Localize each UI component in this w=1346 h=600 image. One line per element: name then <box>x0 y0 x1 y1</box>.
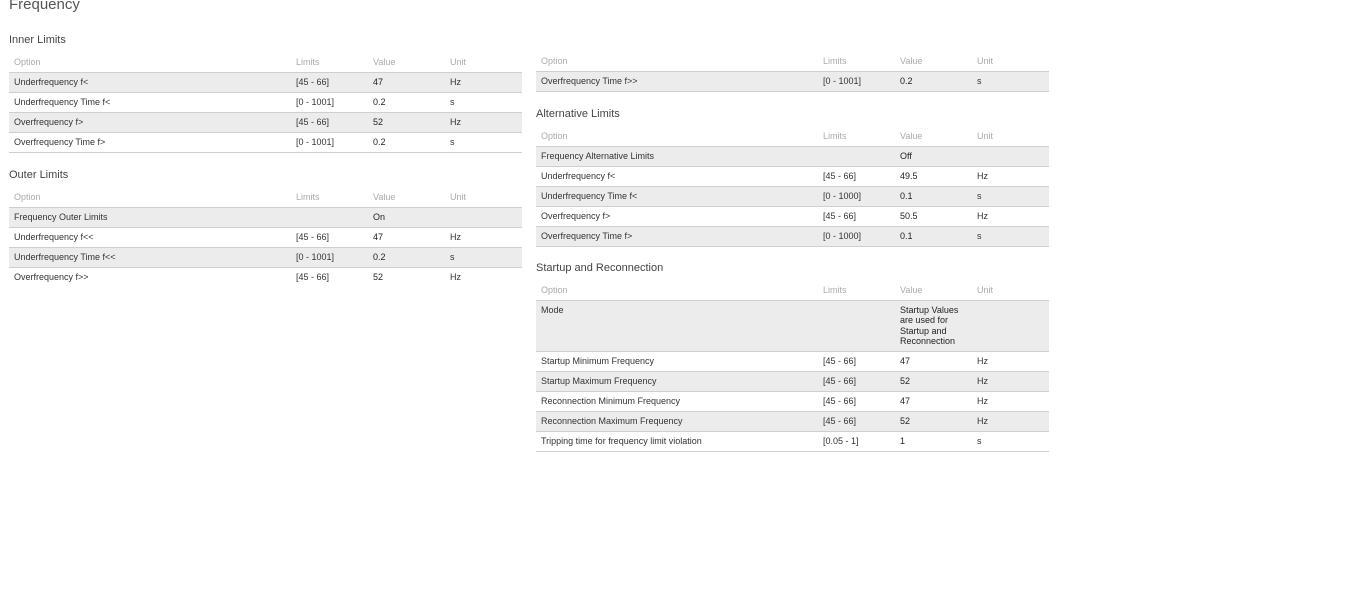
option-cell: Reconnection Minimum Frequency <box>536 391 818 411</box>
value-cell: 47 <box>895 391 972 411</box>
limits-cell: [45 - 66] <box>291 112 368 132</box>
unit-cell: Hz <box>450 272 461 283</box>
value-cell: 0.1 <box>895 226 972 246</box>
option-cell: Startup Minimum Frequency <box>536 351 818 371</box>
value-cell: Startup Values are used for Startup and Reconnection <box>895 300 972 351</box>
limits-cell: [45 - 66] <box>818 206 895 226</box>
limits-cell: [45 - 66] <box>818 351 895 371</box>
column-header-value: Value <box>373 56 396 67</box>
unit-cell: Hz <box>972 411 1049 431</box>
table-row[interactable] <box>536 351 1049 371</box>
option-cell: Underfrequency f<< <box>9 227 291 247</box>
table-row[interactable] <box>9 207 522 227</box>
unit-cell: Hz <box>445 72 522 92</box>
table-row[interactable] <box>9 92 522 112</box>
unit-cell <box>972 146 1049 166</box>
limits-cell: [0 - 1001] <box>291 132 368 152</box>
value-cell: 52 <box>895 411 972 431</box>
limits-cell: [45 - 66] <box>296 272 330 283</box>
column-header-option: Option <box>541 284 568 295</box>
page-title: Frequency <box>9 0 80 13</box>
limits-cell <box>818 146 895 166</box>
column-header-option: Option <box>14 56 41 67</box>
option-cell: Underfrequency Time f< <box>9 92 291 112</box>
option-cell: Overfrequency f> <box>536 206 818 226</box>
table-row[interactable] <box>9 227 522 247</box>
column-header-unit: Unit <box>977 55 994 66</box>
value-cell: 47 <box>895 351 972 371</box>
limits-cell: [45 - 66] <box>818 411 895 431</box>
value-cell: 50.5 <box>895 206 972 226</box>
option-cell: Mode <box>536 300 818 351</box>
limits-cell: [0 - 1000] <box>818 186 895 206</box>
value-cell: Off <box>895 146 972 166</box>
option-cell: Overfrequency Time f> <box>9 132 291 152</box>
value-cell: 52 <box>368 112 445 132</box>
option-cell: Underfrequency f< <box>9 72 291 92</box>
value-cell: 52 <box>373 272 384 283</box>
table-row[interactable] <box>9 72 522 92</box>
column-header-limits: Limits <box>823 130 847 141</box>
option-cell: Frequency Outer Limits <box>9 207 291 227</box>
column-header-value: Value <box>900 284 923 295</box>
column-header-limits: Limits <box>296 191 320 202</box>
column-header-value: Value <box>373 191 396 202</box>
option-cell: Frequency Alternative Limits <box>536 146 818 166</box>
limits-cell: [0 - 1000] <box>818 226 895 246</box>
outer-limits-continued-table <box>536 51 1049 92</box>
table-row[interactable] <box>536 71 1049 91</box>
table-header-row <box>9 187 522 207</box>
section-title-outer-limits: Outer Limits <box>9 169 69 181</box>
limits-cell <box>291 207 368 227</box>
table-row[interactable] <box>9 267 522 287</box>
table-row[interactable] <box>536 371 1049 391</box>
unit-cell: Hz <box>972 206 1049 226</box>
table-row[interactable] <box>536 166 1049 186</box>
table-header-row <box>9 52 522 72</box>
limits-cell: [45 - 66] <box>818 166 895 186</box>
option-cell: Overfrequency f>> <box>14 272 89 283</box>
section-title-inner-limits: Inner Limits <box>9 34 66 46</box>
option-cell: Overfrequency Time f> <box>536 226 818 246</box>
option-cell: Overfrequency Time f>> <box>536 71 818 91</box>
unit-cell: Hz <box>972 166 1049 186</box>
column-header-unit: Unit <box>977 130 994 141</box>
column-header-limits: Limits <box>823 55 847 66</box>
value-cell: 47 <box>368 227 445 247</box>
limits-cell: [0.05 - 1] <box>818 431 895 451</box>
value-cell: 0.1 <box>895 186 972 206</box>
inner-limits-table <box>9 52 522 153</box>
section-title-startup-reconnection: Startup and Reconnection <box>536 262 664 274</box>
option-cell: Underfrequency f< <box>536 166 818 186</box>
unit-cell: s <box>972 226 1049 246</box>
unit-cell <box>445 207 522 227</box>
limits-cell: [45 - 66] <box>818 371 895 391</box>
limits-cell: [45 - 66] <box>818 391 895 411</box>
outer-limits-table <box>9 187 522 287</box>
table-row[interactable] <box>536 226 1049 246</box>
table-header-row <box>536 126 1049 146</box>
unit-cell: Hz <box>972 351 1049 371</box>
unit-cell <box>972 300 1049 351</box>
column-header-limits: Limits <box>823 284 847 295</box>
column-header-option: Option <box>541 130 568 141</box>
limits-cell <box>818 300 895 351</box>
unit-cell: Hz <box>972 371 1049 391</box>
value-cell: 0.2 <box>368 247 445 267</box>
limits-cell: [45 - 66] <box>291 72 368 92</box>
column-header-option: Option <box>541 55 568 66</box>
unit-cell: s <box>972 71 1049 91</box>
column-header-value: Value <box>900 130 923 141</box>
limits-cell: [45 - 66] <box>291 227 368 247</box>
table-row[interactable] <box>536 300 1049 351</box>
table-row[interactable] <box>536 391 1049 411</box>
section-title-alternative-limits: Alternative Limits <box>536 108 620 120</box>
unit-cell: Hz <box>445 112 522 132</box>
column-header-unit: Unit <box>450 56 467 67</box>
option-cell: Reconnection Maximum Frequency <box>536 411 818 431</box>
limits-cell: [0 - 1001] <box>291 247 368 267</box>
unit-cell: s <box>445 132 522 152</box>
column-header-value: Value <box>900 55 923 66</box>
value-cell: 52 <box>895 371 972 391</box>
alternative-limits-table <box>536 126 1049 247</box>
table-row[interactable] <box>536 411 1049 431</box>
column-header-option: Option <box>14 191 41 202</box>
option-cell: Overfrequency f> <box>9 112 291 132</box>
value-cell: 0.2 <box>368 132 445 152</box>
limits-cell: [0 - 1001] <box>291 92 368 112</box>
unit-cell: s <box>445 247 522 267</box>
table-header-row <box>536 280 1049 300</box>
option-cell: Tripping time for frequency limit violation <box>536 431 818 451</box>
column-header-limits: Limits <box>296 56 320 67</box>
value-cell: 47 <box>368 72 445 92</box>
table-row[interactable] <box>9 132 522 152</box>
unit-cell: s <box>972 431 1049 451</box>
unit-cell: s <box>972 186 1049 206</box>
value-cell: On <box>368 207 445 227</box>
column-header-unit: Unit <box>977 284 994 295</box>
table-header-row <box>536 51 1049 71</box>
table-row[interactable] <box>536 186 1049 206</box>
limits-cell: [0 - 1001] <box>818 71 895 91</box>
value-cell: 49.5 <box>895 166 972 186</box>
unit-cell: s <box>445 92 522 112</box>
value-cell: 0.2 <box>895 71 972 91</box>
table-row[interactable] <box>536 146 1049 166</box>
unit-cell: Hz <box>445 227 522 247</box>
table-row[interactable] <box>9 112 522 132</box>
table-row[interactable] <box>9 247 522 267</box>
startup-reconnection-table <box>536 280 1049 452</box>
option-cell: Underfrequency Time f< <box>536 186 818 206</box>
table-row[interactable] <box>536 431 1049 451</box>
value-cell: 1 <box>895 431 972 451</box>
value-cell: 0.2 <box>368 92 445 112</box>
option-cell: Underfrequency Time f<< <box>9 247 291 267</box>
option-cell: Startup Maximum Frequency <box>536 371 818 391</box>
unit-cell: Hz <box>972 391 1049 411</box>
column-header-unit: Unit <box>450 191 467 202</box>
table-row[interactable] <box>536 206 1049 226</box>
